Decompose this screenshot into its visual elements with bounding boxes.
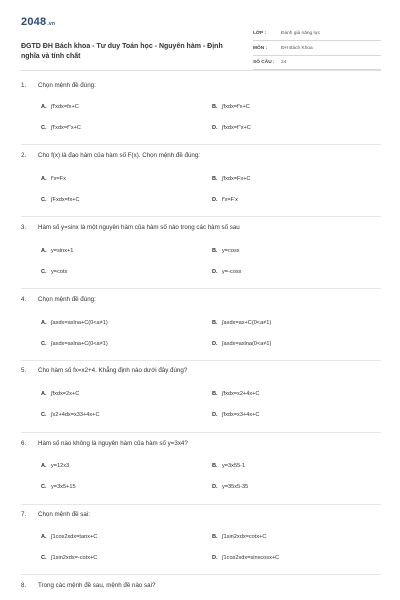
question-number: 2. — [21, 152, 27, 159]
option-a[interactable] — [41, 320, 108, 326]
option-a[interactable] — [41, 176, 66, 182]
option-d[interactable] — [212, 555, 279, 561]
option-key: B. — [212, 104, 218, 110]
meta-value: ĐH Bách Khoa — [281, 45, 313, 51]
option-key: D. — [212, 341, 218, 347]
option-key: C. — [41, 125, 47, 131]
option-key: A. — [41, 391, 47, 397]
question-text: Chọn mệnh đề đúng: — [38, 296, 96, 303]
option-key: D. — [212, 484, 218, 490]
option-c[interactable] — [41, 484, 76, 490]
meta-row-count — [253, 57, 381, 70]
question-7 — [21, 511, 381, 561]
option-b[interactable] — [212, 391, 259, 397]
option-text: ∫fxdx=f'x+C — [222, 104, 250, 110]
meta-row-class — [253, 28, 381, 41]
logo[interactable] — [21, 16, 55, 28]
question-head — [21, 82, 381, 92]
option-text: ∫Fxdx=fx+C — [51, 197, 80, 203]
option-c[interactable] — [41, 125, 81, 131]
option-key: A. — [41, 104, 47, 110]
option-text: f'x=F'x — [222, 197, 238, 203]
question-text: Trong các mệnh đề sau, mệnh đề nào sai? — [38, 582, 156, 589]
option-key: D. — [212, 269, 218, 275]
option-text: f'x=Fx — [51, 176, 66, 182]
option-key: C. — [41, 341, 47, 347]
option-key: D. — [212, 412, 218, 418]
question-text: Chọn mệnh đề sai: — [38, 511, 90, 518]
option-text: ∫1cos2xdx=tanx+C — [51, 534, 98, 540]
option-text: ∫axdx=axlna(0<a≠1) — [222, 341, 272, 347]
option-c[interactable] — [41, 341, 108, 347]
meta-value: Đánh giá năng lực — [281, 31, 321, 36]
option-d[interactable] — [212, 412, 259, 418]
question-6 — [21, 440, 381, 490]
option-key: D. — [212, 197, 218, 203]
worksheet-header — [21, 12, 381, 64]
option-key: C. — [41, 269, 47, 275]
question-number: 1. — [21, 82, 27, 89]
option-text: ∫1cos2xdx=sinxcosx+C — [222, 555, 280, 561]
option-d[interactable] — [212, 197, 238, 203]
option-text: y=cotx — [51, 269, 68, 275]
question-3 — [21, 224, 381, 275]
option-text: ∫fxdx=2x+C — [51, 391, 80, 397]
option-key: B. — [212, 248, 218, 254]
option-b[interactable] — [212, 534, 266, 540]
question-head — [21, 224, 381, 234]
question-head — [21, 296, 381, 306]
option-key: C. — [41, 412, 47, 418]
question-divider — [21, 216, 381, 217]
option-key: A. — [41, 320, 47, 326]
question-number: 7. — [21, 511, 27, 518]
option-text: ∫f'xdx=f''x+C — [51, 125, 81, 131]
question-text: Cho f(x) là đạo hàm của hàm số F(x). Chọn mệnh đề đúng: — [38, 152, 200, 159]
option-key: D. — [212, 125, 218, 131]
option-b[interactable] — [212, 463, 245, 469]
option-text: ∫fxdx=Fx+C — [222, 176, 251, 182]
option-text: ∫fxdx=x2+4x+C — [222, 391, 260, 397]
option-key: A. — [41, 534, 47, 540]
option-key: B. — [212, 463, 218, 469]
option-text: y=sinx+1 — [51, 248, 74, 254]
header-divider — [21, 70, 381, 71]
option-text: ∫1sin2xdx=cotx+C — [222, 534, 267, 540]
meta-row-subject — [253, 43, 381, 56]
meta-key: SỐ CÂU : — [253, 60, 275, 65]
question-divider — [21, 504, 381, 505]
option-c[interactable] — [41, 555, 97, 561]
option-d[interactable] — [212, 269, 241, 275]
option-key: C. — [41, 555, 47, 561]
option-b[interactable] — [212, 104, 250, 110]
option-text: y=12x3 — [51, 463, 70, 469]
option-key: A. — [41, 176, 47, 182]
option-key: C. — [41, 484, 47, 490]
option-text: ∫f'xdx=fx+C — [51, 104, 79, 110]
option-b[interactable] — [212, 320, 271, 326]
option-key: B. — [212, 391, 218, 397]
option-text: ∫x2+4dx=x33+4x+C — [51, 412, 100, 418]
option-text: ∫fxdx=x3+4x+C — [222, 412, 260, 418]
option-text: y=-cosx — [222, 269, 242, 275]
option-a[interactable] — [41, 391, 79, 397]
question-number: 6. — [21, 440, 27, 447]
meta-key: LỚP : — [253, 31, 267, 36]
worksheet-title: ĐGTD ĐH Bách khoa - Tư duy Toán học - Nguyên hàm - Định nghĩa và tính chất — [21, 43, 223, 60]
question-divider — [21, 432, 381, 433]
question-5 — [21, 367, 381, 418]
question-8 — [21, 582, 381, 592]
option-a[interactable] — [41, 248, 73, 254]
option-c[interactable] — [41, 412, 100, 418]
option-c[interactable] — [41, 269, 67, 275]
option-key: A. — [41, 463, 47, 469]
question-divider — [21, 360, 381, 361]
option-d[interactable] — [212, 484, 248, 490]
question-1 — [21, 82, 381, 131]
option-text: y=cosx — [222, 248, 240, 254]
question-divider — [21, 574, 381, 575]
option-a[interactable] — [41, 534, 97, 540]
option-key: D. — [212, 555, 218, 561]
question-number: 5. — [21, 367, 27, 374]
question-number: 4. — [21, 296, 27, 303]
option-text: ∫axdx=axlna+C(0<a≠1) — [51, 320, 108, 326]
option-a[interactable] — [41, 463, 69, 469]
option-a[interactable] — [41, 104, 79, 110]
option-key: B. — [212, 320, 218, 326]
question-head — [21, 511, 381, 521]
option-key: C. — [41, 197, 47, 203]
option-key: B. — [212, 176, 218, 182]
question-text: Chọn mệnh đề đúng: — [38, 82, 96, 89]
question-4 — [21, 296, 381, 347]
question-divider — [21, 288, 381, 289]
option-text: ∫axdx=ax+C(0<a≠1) — [222, 320, 272, 326]
option-b[interactable] — [212, 248, 240, 254]
meta-table — [253, 28, 381, 72]
question-number: 3. — [21, 224, 27, 231]
question-divider — [21, 144, 381, 145]
option-d[interactable] — [212, 125, 251, 131]
option-c[interactable] — [41, 197, 80, 203]
option-text: y=35x5-35 — [222, 484, 249, 490]
meta-value: 24 — [281, 60, 287, 65]
meta-key: MÔN : — [253, 45, 268, 51]
question-text: Cho hàm số fx=x2+4. Khẳng định nào dưới đây đúng? — [38, 367, 188, 374]
option-text: ∫axdx=axlna+C(0<a≠1) — [51, 341, 108, 347]
question-2 — [21, 152, 381, 203]
option-b[interactable] — [212, 176, 251, 182]
question-text: Hàm số nào không là nguyên hàm của hàm số y=3x4? — [38, 440, 188, 447]
option-text: ∫1sin2xdx=-cotx+C — [51, 555, 98, 561]
option-d[interactable] — [212, 341, 271, 347]
logo-main: 2048 — [21, 16, 47, 28]
option-text: y=3x55-1 — [222, 463, 246, 469]
question-head — [21, 152, 381, 162]
question-text: Hàm số y=sinx là một nguyên hàm của hàm số nào trong các hàm số sau — [38, 224, 240, 231]
option-text: ∫fxdx=f''x+C — [222, 125, 251, 131]
question-head — [21, 367, 381, 377]
option-text: y=3x5+15 — [51, 484, 76, 490]
option-key: B. — [212, 534, 218, 540]
logo-sub: .vn — [47, 21, 56, 27]
question-head — [21, 582, 381, 592]
option-key: A. — [41, 248, 47, 254]
question-number: 8. — [21, 582, 27, 589]
question-head — [21, 440, 381, 450]
